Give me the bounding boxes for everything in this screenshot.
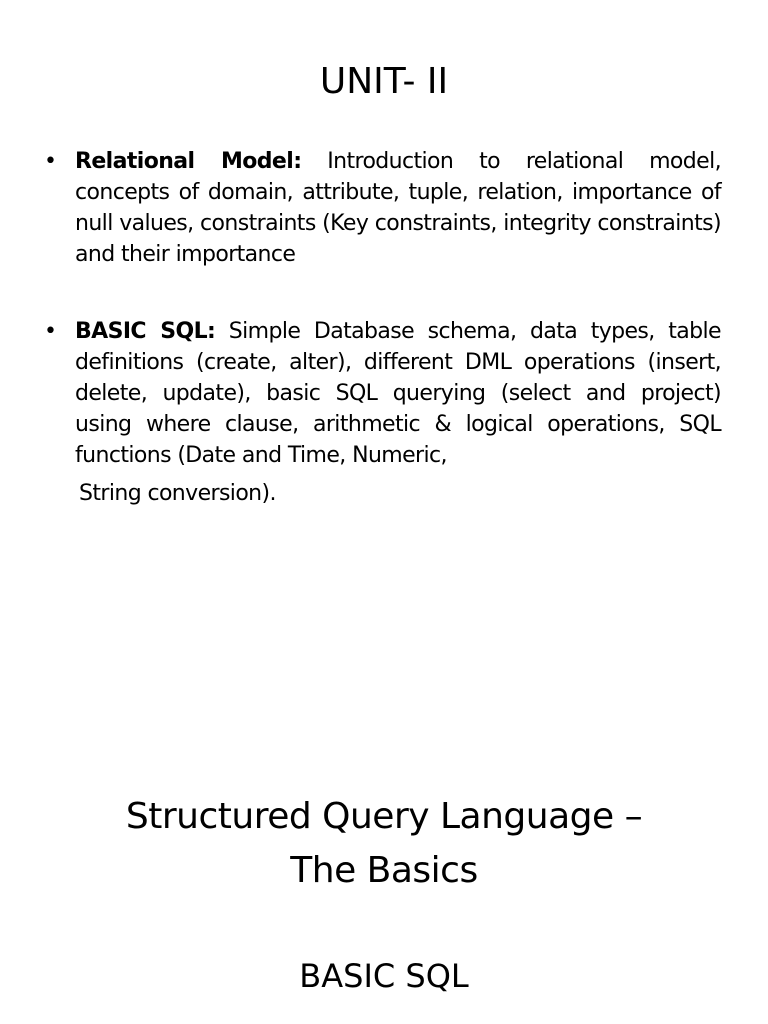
bullet-basic-sql	[44, 316, 721, 471]
unit-title: UNIT- II	[319, 61, 449, 102]
slide-subtitle: BASIC SQL	[299, 957, 469, 995]
slide-heading-line-1: Structured Query Language –	[125, 796, 643, 837]
slide-heading	[0, 790, 768, 898]
bullet-marker: •	[44, 149, 57, 174]
syllabus-bullet-list	[44, 146, 721, 471]
bullet-continuation-text: String conversion).	[79, 481, 276, 506]
bullet-heading: BASIC SQL:	[75, 319, 216, 344]
slide-heading-line-2: The Basics	[290, 850, 478, 891]
bullet-heading: Relational Model:	[75, 149, 302, 174]
bullet-marker: •	[44, 319, 57, 344]
bullet-text: Simple Database schema, data types, table definitions (create, alter), different DML operations (insert, delete, update), basic SQL querying (select and project) using where clause, arithmetic & logical operations, SQL functions (Date and Time, Numeric,	[75, 319, 721, 468]
bullet-text: Introduction to relational model, concepts of domain, attribute, tuple, relation, importance of null values, constraints (Key constraints, integrity constraints) and their importance	[75, 149, 721, 267]
bullet-relational-model	[44, 146, 721, 270]
